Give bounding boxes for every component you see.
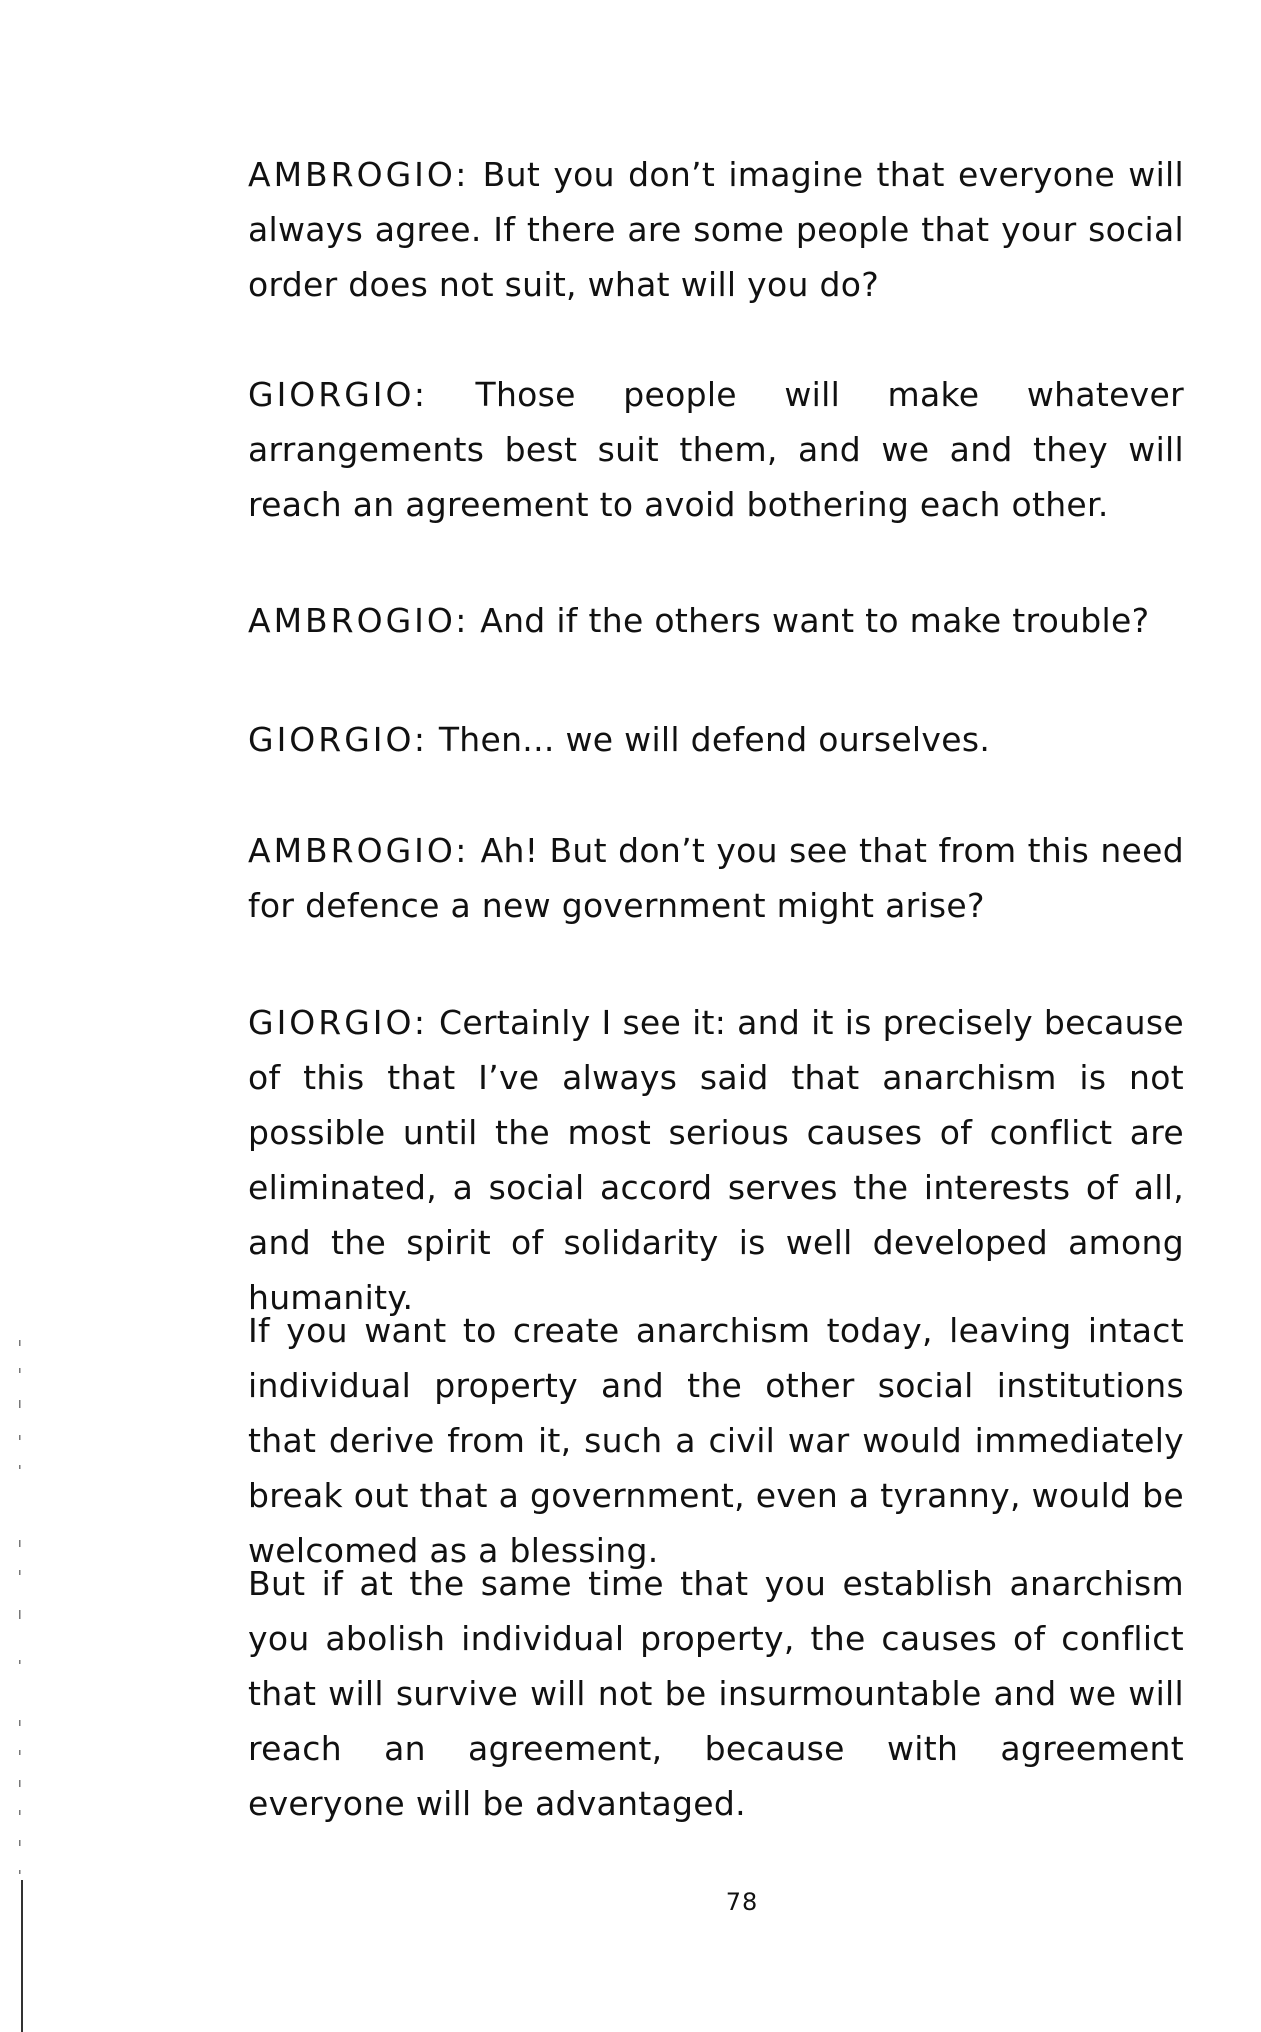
scan-edge-line [21,1880,23,2032]
dialogue-paragraph-2 [248,367,1184,532]
paragraph-text: And if the others want to make trouble? [469,601,1150,640]
dialogue-paragraph-6 [248,995,1184,1325]
paragraph-text: But you don’t imagine that everyone will always agree. If there are some people that your social order does not suit, what will you do? [248,155,1184,304]
paragraph-text: Certainly I see it: and it is precisely because of this that I’ve always said that anarchism is not possible until the most serious causes of conflict are eliminated, a social accord serves the interests of all, and the spirit of solidarity is well developed among humanity. [248,1003,1184,1317]
paragraph-text: Then... we will defend ourselves. [428,720,991,759]
speaker-label: AMBROGIO: [248,831,470,870]
page-number: 78 [725,1888,759,1916]
paragraph-text: Ah! But don’t you see that from this need for defence a new government might arise? [248,831,1184,925]
dialogue-paragraph-1 [248,147,1184,312]
speaker-label: GIORGIO: [248,375,429,414]
body-paragraph-1 [248,1303,1184,1578]
speaker-label: GIORGIO: [248,720,429,759]
dialogue-paragraph-3 [248,593,1184,648]
speaker-label: GIORGIO: [248,1003,429,1042]
paragraph-text: Those people will make whatever arrangements best suit them, and we and they will reach an agreement to avoid bothering each other. [248,375,1184,524]
paragraph-text: If you want to create anarchism today, leaving intact individual property and the other social institutions that derive from it, such a civil war would immediately break out that a government, even a tyranny, would be welcomed as a blessing. [248,1311,1184,1570]
speaker-label: AMBROGIO: [248,601,470,640]
paragraph-text: But if at the same time that you establish anarchism you abolish individual property, the causes of conflict that will survive will not be insurmountable and we will reach an agreement, because with agreement everyone will be advantaged. [248,1564,1184,1823]
dialogue-paragraph-5 [248,823,1184,933]
body-paragraph-2 [248,1556,1184,1831]
speaker-label: AMBROGIO: [248,155,470,194]
dialogue-paragraph-4 [248,712,1184,767]
